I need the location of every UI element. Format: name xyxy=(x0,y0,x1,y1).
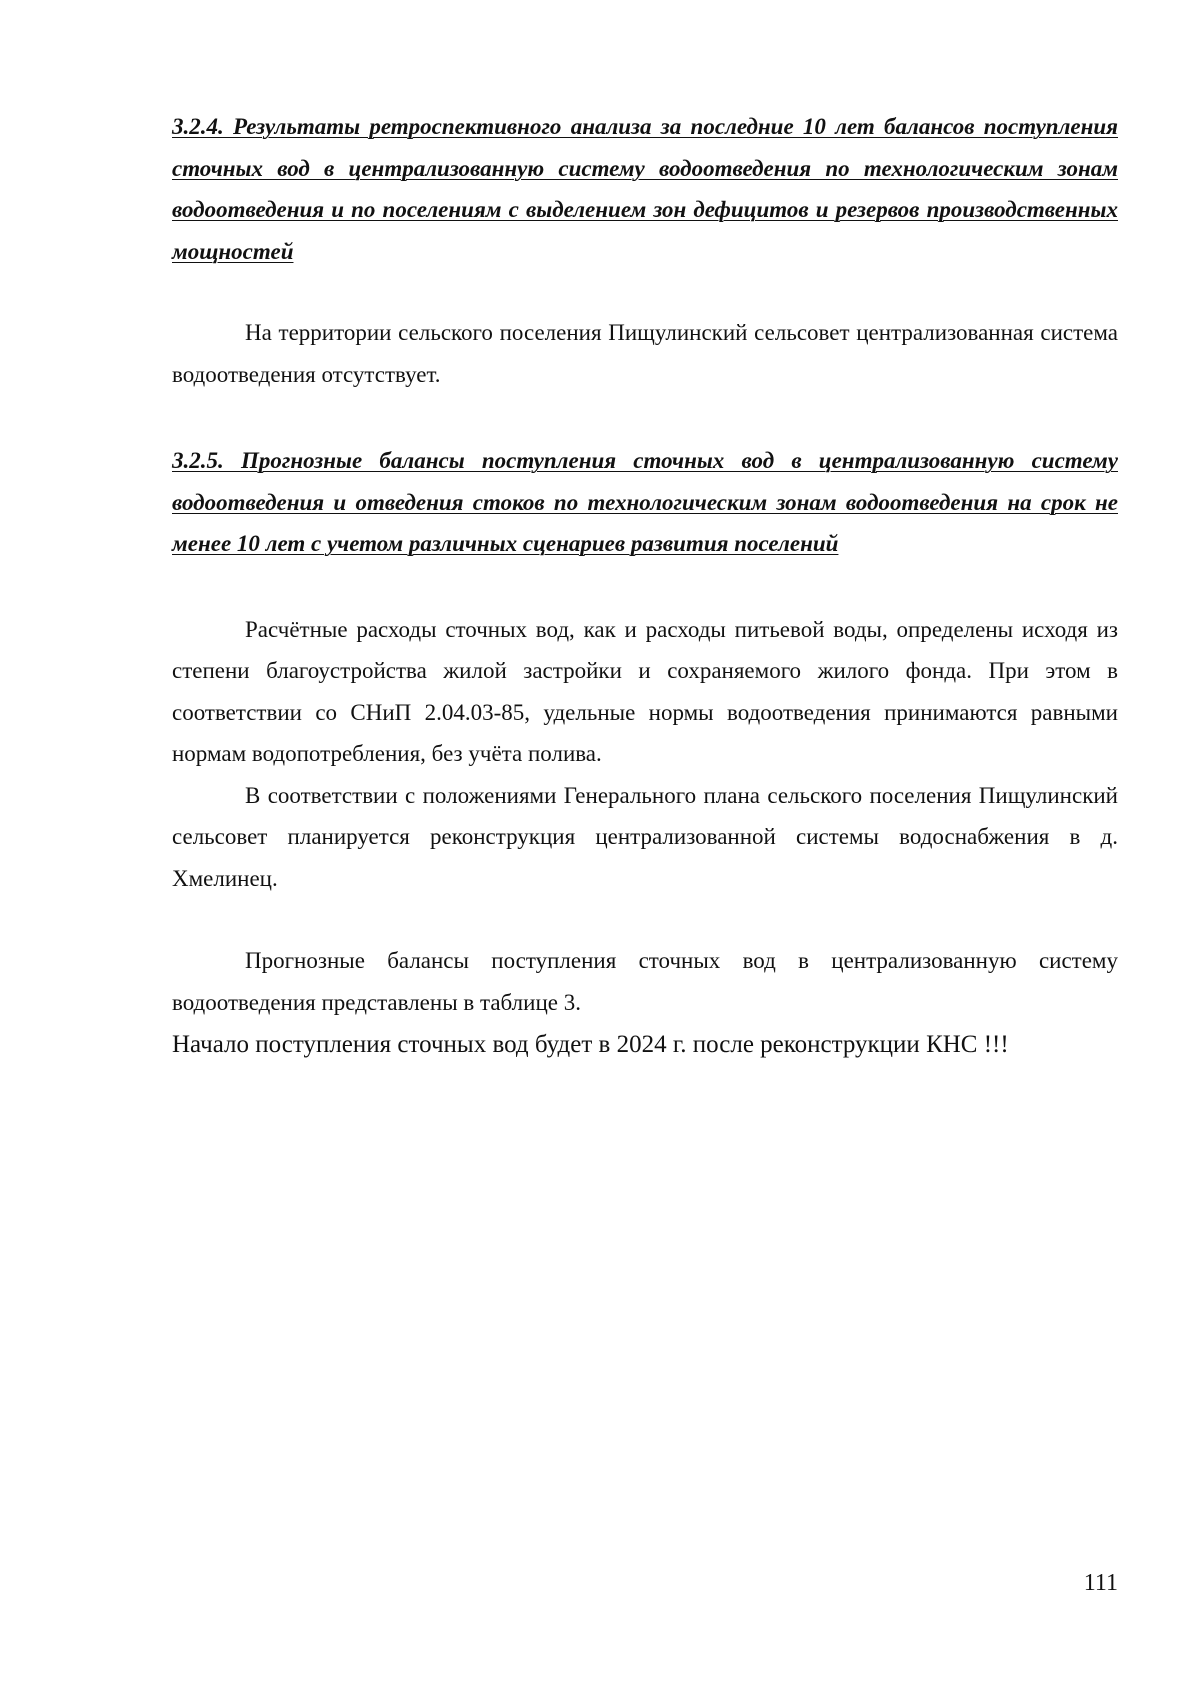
page-number: 111 xyxy=(1083,1570,1118,1596)
section-325-heading: 3.2.5. Прогнозные балансы поступления сточных вод в централизованную систему водоотведения и отведения стоков по технологическим зонам водоотведения на срок не менее 10 лет с учетом различных сценариев развития поселений xyxy=(172,448,1118,556)
section-324-paragraph: На территории сельского поселения Пищулинский сельсовет централизованная система водоотведения отсутствует. xyxy=(172,320,1118,387)
section-325-paragraph-table-ref: Прогнозные балансы поступления сточных вод в централизованную систему водоотведения представлены в таблице 3. xyxy=(172,948,1118,1015)
section-325-note: Начало поступления сточных вод будет в 2024 г. после реконструкции КНС !!! xyxy=(172,1031,1009,1058)
spacer xyxy=(172,395,1118,440)
section-325-paragraph-rates: Расчётные расходы сточных вод, как и расходы питьевой воды, определены исходя из степени благоустройства жилой застройки и сохраняемого жилого фонда. При этом в соответствии со СНиП 2.04.03-85, удельные нормы водоотведения принимаются равными нормам водопотребления, без учёта полива. xyxy=(172,616,1118,766)
section-325-paragraph-general-plan: В соответствии с положениями Генерального плана сельского поселения Пищулинский сельсовет планируется реконструкция централизованной системы водоснабжения в д. Хмелинец. xyxy=(172,782,1118,891)
page-content xyxy=(172,106,1118,1066)
spacer xyxy=(172,565,1118,609)
spacer xyxy=(172,272,1118,312)
spacer xyxy=(172,899,1118,940)
section-324-heading: 3.2.4. Результаты ретроспективного анализа за последние 10 лет балансов поступления сточных вод в централизованную систему водоотведения по технологическим зонам водоотведения и по поселениям с выделением зон дефицитов и резервов производственных мощностей xyxy=(172,114,1118,264)
